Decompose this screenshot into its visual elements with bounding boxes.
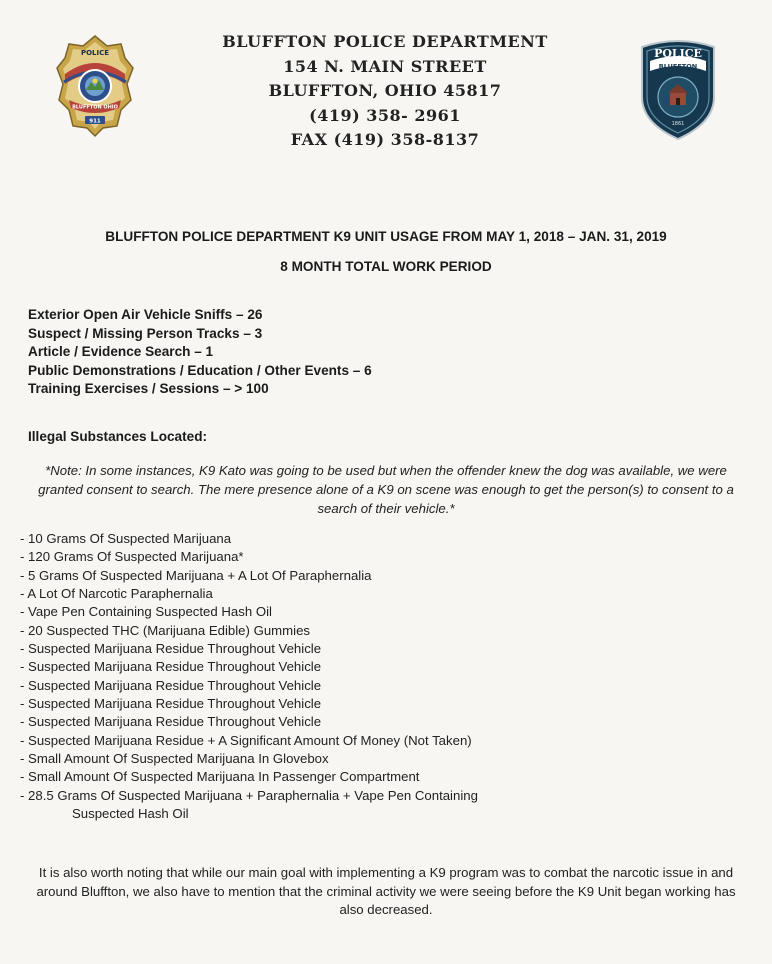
badge-ribbon-label: BLUFFTON OHIO [72,104,118,111]
stat-public-events: Public Demonstrations / Education / Other Events – 6 [28,362,372,378]
police-badge-logo [55,34,135,138]
substances-note: *Note: In some instances, K9 Kato was going to be used but when the offender knew the dog was available, we were granted consent to search. The mere presence alone of a K9 on scene was enough to get the person(s) to consent to a search of their vehicle.* [38,463,734,516]
patch-top-label: POLICE [654,47,702,60]
list-item: - Suspected Marijuana Residue Throughout Vehicle [20,677,322,693]
letterhead-fax: FAX (419) 358-8137 [290,130,480,149]
report-title: BLUFFTON POLICE DEPARTMENT K9 UNIT USAGE FROM MAY 1, 2018 – JAN. 31, 2019 [105,229,667,244]
list-item: - Suspected Marijuana Residue + A Significant Amount Of Money (Not Taken) [20,732,472,748]
list-item: - Small Amount Of Suspected Marijuana In Passenger Compartment [20,769,420,785]
patch-banner-label: BLUFFTON [658,62,698,71]
list-item: - 10 Grams Of Suspected Marijuana [20,531,232,546]
closing-paragraph: It is also worth noting that while our main goal with implementing a K9 program was to combat the narcotic issue in and around Bluffton, we also have to mention that the criminal activity we were seeing before the K9 Unit began working has also decreased. [36,865,736,917]
list-item: - 28.5 Grams Of Suspected Marijuana + Paraphernalia + Vape Pen Containing [20,787,478,803]
list-item: - 120 Grams Of Suspected Marijuana* [20,549,244,565]
list-item: - Suspected Marijuana Residue Throughout Vehicle [20,659,322,675]
list-item: - Small Amount Of Suspected Marijuana In Glovebox [20,751,329,767]
stat-evidence-search: Article / Evidence Search – 1 [28,344,214,359]
list-item: - Vape Pen Containing Suspected Hash Oil [20,604,272,620]
stat-training: Training Exercises / Sessions – > 100 [28,381,269,396]
list-item: - Suspected Marijuana Residue Throughout Vehicle [20,714,322,730]
letterhead-city: BLUFFTON, OHIO 45817 [268,81,502,100]
letterhead-phone: (419) 358- 2961 [309,105,461,125]
usage-stats [28,306,372,399]
police-patch-logo [638,37,718,141]
patch-year-label: 1861 [671,121,685,127]
list-item: - Suspected Marijuana Residue Throughout Vehicle [20,641,322,657]
stat-vehicle-sniffs: Exterior Open Air Vehicle Sniffs – 26 [28,307,263,322]
list-item: - 5 Grams Of Suspected Marijuana + A Lot Of Paraphernalia [20,567,372,583]
list-item-continuation: Suspected Hash Oil [72,806,189,822]
stat-person-tracks: Suspect / Missing Person Tracks – 3 [28,325,263,341]
letterhead-street: 154 N. MAIN STREET [283,56,487,76]
list-item: - A Lot Of Narcotic Paraphernalia [20,586,213,602]
letterhead-department: BLUFFTON POLICE DEPARTMENT [222,32,548,51]
list-item: - Suspected Marijuana Residue Throughout Vehicle [20,696,322,712]
report-subtitle: 8 MONTH TOTAL WORK PERIOD [280,259,492,274]
badge-number-label: 911 [89,118,101,125]
list-item: - 20 Suspected THC (Marijuana Edible) Gummies [20,622,310,638]
substances-heading: Illegal Substances Located: [28,429,208,444]
letterhead [190,30,580,153]
substances-list [20,530,478,824]
badge-top-label: POLICE [80,49,110,57]
